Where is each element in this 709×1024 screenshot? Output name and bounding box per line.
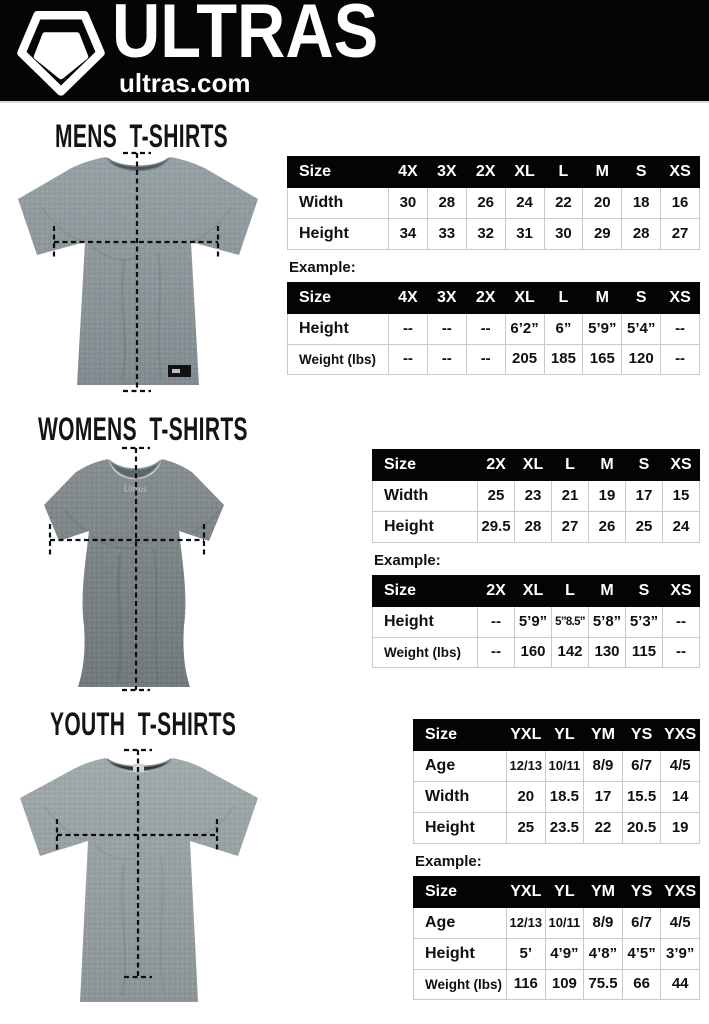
size-value-cell: 20 xyxy=(507,782,546,813)
size-value-cell: 29.5 xyxy=(478,512,515,543)
size-column-header: XS xyxy=(661,283,700,314)
size-header-label: Size xyxy=(414,720,507,751)
size-value-cell: 28 xyxy=(427,188,466,219)
row-label-cell: Weight (lbs) xyxy=(288,345,389,375)
size-column-header: XL xyxy=(515,576,552,607)
size-value-cell: 5’4” xyxy=(622,314,661,345)
table-header-row xyxy=(414,720,700,751)
youth-tables xyxy=(413,719,700,1000)
size-column-header: M xyxy=(583,283,622,314)
size-value-cell: 12/13 xyxy=(507,751,546,782)
size-value-cell: 6’2” xyxy=(505,314,544,345)
size-value-cell: 33 xyxy=(427,219,466,250)
size-column-header: YS xyxy=(622,720,661,751)
table-row xyxy=(288,314,700,345)
womens-tables xyxy=(372,449,700,668)
size-value-cell: -- xyxy=(478,638,515,668)
table-row xyxy=(288,188,700,219)
size-value-cell: 23 xyxy=(515,481,552,512)
size-value-cell: 6/7 xyxy=(622,751,661,782)
size-column-header: L xyxy=(544,157,583,188)
table-header-row xyxy=(288,283,700,314)
example-label: Example: xyxy=(415,853,482,870)
row-label-cell: Width xyxy=(414,782,507,813)
site-url: ultras.com xyxy=(119,68,251,98)
size-value-cell: 25 xyxy=(478,481,515,512)
size-column-header: XS xyxy=(663,450,700,481)
row-label-cell: Age xyxy=(414,908,507,939)
size-value-cell: 20 xyxy=(583,188,622,219)
size-value-cell: 22 xyxy=(544,188,583,219)
size-value-cell: 25 xyxy=(507,813,546,844)
size-column-header: XS xyxy=(663,576,700,607)
size-column-header: 2X xyxy=(478,450,515,481)
table-row xyxy=(288,345,700,375)
size-column-header: XL xyxy=(515,450,552,481)
table-row xyxy=(414,782,700,813)
size-value-cell: 24 xyxy=(663,512,700,543)
size-value-cell: 3’9” xyxy=(661,939,700,970)
size-column-header: YXS xyxy=(661,720,700,751)
size-value-cell: 20.5 xyxy=(622,813,661,844)
size-column-header: YL xyxy=(545,877,584,908)
size-column-header: YS xyxy=(622,877,661,908)
brand-name: ULTRAS xyxy=(112,0,379,74)
table-row xyxy=(373,481,700,512)
size-column-header: XL xyxy=(505,157,544,188)
size-value-cell: 27 xyxy=(661,219,700,250)
youth-example-table xyxy=(413,876,700,1000)
size-value-cell: 109 xyxy=(545,970,584,1000)
row-label-cell: Age xyxy=(414,751,507,782)
size-value-cell: -- xyxy=(389,345,428,375)
size-value-cell: 185 xyxy=(544,345,583,375)
size-column-header: S xyxy=(626,450,663,481)
mens-tables xyxy=(287,156,700,375)
size-column-header: L xyxy=(544,283,583,314)
size-value-cell: -- xyxy=(466,314,505,345)
size-header-label: Size xyxy=(373,576,478,607)
size-column-header: XL xyxy=(505,283,544,314)
size-value-cell: 8/9 xyxy=(584,751,623,782)
table-row xyxy=(288,219,700,250)
size-column-header: L xyxy=(552,450,589,481)
example-label: Example: xyxy=(374,552,441,569)
row-label-cell: Weight (lbs) xyxy=(373,638,478,668)
womens-example-table xyxy=(372,575,700,668)
womens-size-table xyxy=(372,449,700,543)
table-header-row xyxy=(373,576,700,607)
size-value-cell: 21 xyxy=(552,481,589,512)
size-value-cell: 25 xyxy=(626,512,663,543)
size-value-cell: 19 xyxy=(661,813,700,844)
size-value-cell: 4/5 xyxy=(661,908,700,939)
size-value-cell: 19 xyxy=(589,481,626,512)
row-label-cell: Weight (lbs) xyxy=(414,970,507,1000)
section-title-mens: MENS T-SHIRTS xyxy=(55,119,229,155)
faint-chest-print: Ultras xyxy=(123,484,147,494)
size-column-header: M xyxy=(589,576,626,607)
size-column-header: 4X xyxy=(389,283,428,314)
size-value-cell: 23.5 xyxy=(545,813,584,844)
size-value-cell: 17 xyxy=(626,481,663,512)
row-label-cell: Height xyxy=(373,607,478,638)
example-label: Example: xyxy=(289,259,356,276)
size-value-cell: 8/9 xyxy=(584,908,623,939)
table-row xyxy=(373,638,700,668)
size-column-header: 2X xyxy=(466,157,505,188)
mens-example-table xyxy=(287,282,700,375)
size-column-header: YM xyxy=(584,877,623,908)
size-column-header: M xyxy=(589,450,626,481)
size-value-cell: 28 xyxy=(515,512,552,543)
size-value-cell: 4/5 xyxy=(661,751,700,782)
site-header xyxy=(0,0,709,103)
row-label-cell: Height xyxy=(414,813,507,844)
size-column-header: YXS xyxy=(661,877,700,908)
size-value-cell: -- xyxy=(427,314,466,345)
size-value-cell: 4’5” xyxy=(622,939,661,970)
size-value-cell: -- xyxy=(389,314,428,345)
table-header-row xyxy=(288,157,700,188)
mens-tshirt-image xyxy=(6,145,268,402)
size-value-cell: -- xyxy=(663,638,700,668)
row-label-cell: Height xyxy=(373,512,478,543)
table-row xyxy=(414,751,700,782)
size-column-header: YXL xyxy=(507,877,546,908)
size-header-label: Size xyxy=(288,283,389,314)
size-column-header: YM xyxy=(584,720,623,751)
size-column-header: 3X xyxy=(427,283,466,314)
size-value-cell: 30 xyxy=(389,188,428,219)
size-value-cell: 32 xyxy=(466,219,505,250)
size-value-cell: 44 xyxy=(661,970,700,1000)
size-value-cell: 120 xyxy=(622,345,661,375)
row-label-cell: Width xyxy=(288,188,389,219)
size-value-cell: 5’9” xyxy=(515,607,552,638)
size-column-header: 2X xyxy=(466,283,505,314)
table-header-row xyxy=(373,450,700,481)
size-value-cell: 6” xyxy=(544,314,583,345)
table-row xyxy=(414,970,700,1000)
size-value-cell: 30 xyxy=(544,219,583,250)
size-value-cell: 26 xyxy=(466,188,505,219)
size-column-header: M xyxy=(583,157,622,188)
size-value-cell: 5’8” xyxy=(589,607,626,638)
row-label-cell: Height xyxy=(414,939,507,970)
youth-tshirt-image xyxy=(6,740,272,1023)
brand-tag xyxy=(168,365,191,377)
size-column-header: 4X xyxy=(389,157,428,188)
size-column-header: 3X xyxy=(427,157,466,188)
size-value-cell: 15.5 xyxy=(622,782,661,813)
size-value-cell: 165 xyxy=(583,345,622,375)
size-value-cell: 5’9” xyxy=(583,314,622,345)
size-value-cell: 12/13 xyxy=(507,908,546,939)
size-value-cell: 14 xyxy=(661,782,700,813)
table-row xyxy=(414,813,700,844)
size-value-cell: 10/11 xyxy=(545,908,584,939)
youth-size-table xyxy=(413,719,700,844)
mens-size-table xyxy=(287,156,700,250)
size-column-header: 2X xyxy=(478,576,515,607)
womens-tshirt-image xyxy=(28,444,256,699)
size-header-label: Size xyxy=(373,450,478,481)
size-value-cell: 4’8” xyxy=(584,939,623,970)
size-column-header: XS xyxy=(661,157,700,188)
size-value-cell: 15 xyxy=(663,481,700,512)
size-value-cell: -- xyxy=(427,345,466,375)
size-value-cell: -- xyxy=(663,607,700,638)
size-value-cell: -- xyxy=(661,314,700,345)
size-value-cell: 4’9” xyxy=(545,939,584,970)
size-value-cell: -- xyxy=(466,345,505,375)
size-value-cell: 10/11 xyxy=(545,751,584,782)
size-column-header: S xyxy=(622,157,661,188)
table-row xyxy=(414,908,700,939)
size-column-header: S xyxy=(626,576,663,607)
size-value-cell: 28 xyxy=(622,219,661,250)
size-value-cell: 142 xyxy=(552,638,589,668)
table-row xyxy=(373,512,700,543)
size-value-cell: 16 xyxy=(661,188,700,219)
row-label-cell: Height xyxy=(288,219,389,250)
size-value-cell: 5’3” xyxy=(626,607,663,638)
size-value-cell: 205 xyxy=(505,345,544,375)
size-value-cell: -- xyxy=(478,607,515,638)
size-column-header: L xyxy=(552,576,589,607)
size-value-cell: 66 xyxy=(622,970,661,1000)
size-value-cell: 22 xyxy=(584,813,623,844)
size-column-header: S xyxy=(622,283,661,314)
size-value-cell: 18 xyxy=(622,188,661,219)
size-column-header: YXL xyxy=(507,720,546,751)
row-label-cell: Height xyxy=(288,314,389,345)
size-column-header: YL xyxy=(545,720,584,751)
section-title-womens: WOMENS T-SHIRTS xyxy=(38,412,248,448)
size-value-cell: 31 xyxy=(505,219,544,250)
size-value-cell: 26 xyxy=(589,512,626,543)
size-value-cell: 24 xyxy=(505,188,544,219)
size-value-cell: 17 xyxy=(584,782,623,813)
size-value-cell: 115 xyxy=(626,638,663,668)
size-value-cell: 116 xyxy=(507,970,546,1000)
row-label-cell: Width xyxy=(373,481,478,512)
size-value-cell: 75.5 xyxy=(584,970,623,1000)
size-value-cell: 6/7 xyxy=(622,908,661,939)
size-header-label: Size xyxy=(288,157,389,188)
size-value-cell: 18.5 xyxy=(545,782,584,813)
pentagon-shield-icon xyxy=(14,4,108,98)
table-header-row xyxy=(414,877,700,908)
table-row xyxy=(414,939,700,970)
size-value-cell: 160 xyxy=(515,638,552,668)
table-row xyxy=(373,607,700,638)
size-value-cell: 130 xyxy=(589,638,626,668)
size-value-cell: -- xyxy=(661,345,700,375)
size-value-cell: 5”8.5” xyxy=(552,607,589,638)
size-header-label: Size xyxy=(414,877,507,908)
section-title-youth: YOUTH T-SHIRTS xyxy=(50,707,237,743)
size-value-cell: 34 xyxy=(389,219,428,250)
size-value-cell: 29 xyxy=(583,219,622,250)
size-value-cell: 5’ xyxy=(507,939,546,970)
size-value-cell: 27 xyxy=(552,512,589,543)
